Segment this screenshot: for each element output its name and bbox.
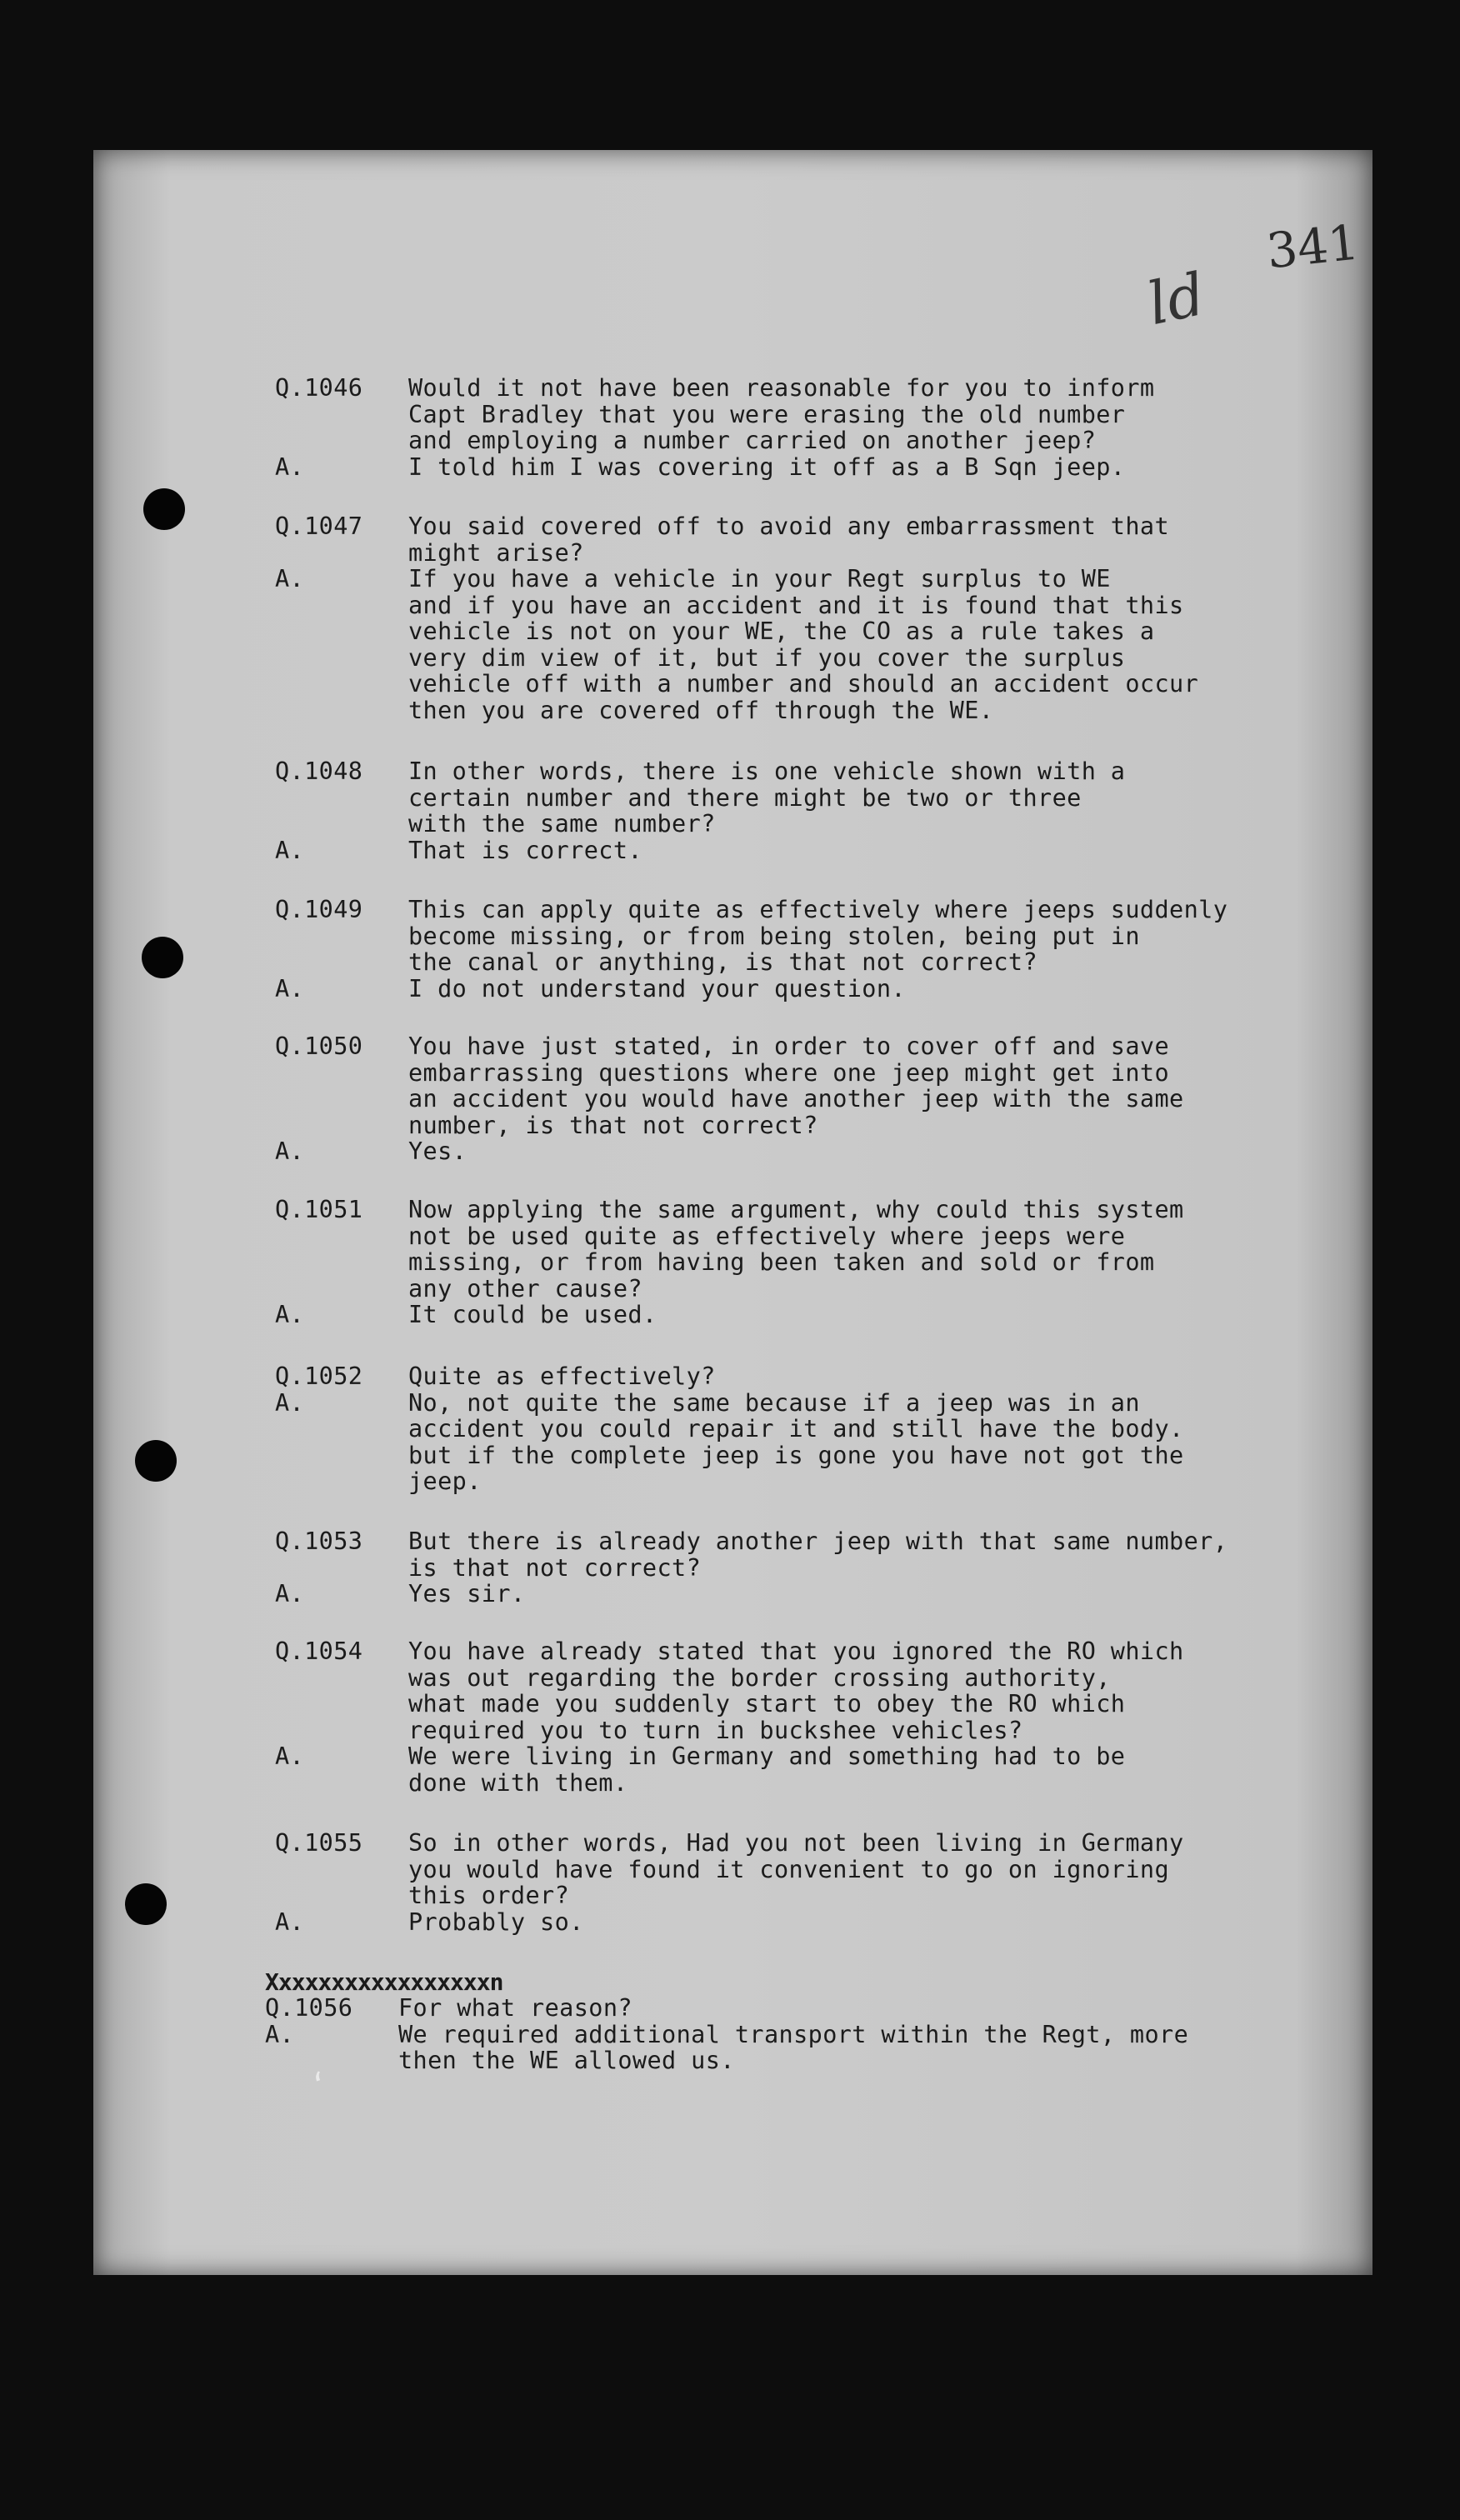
- question-label: Q.1049: [275, 896, 363, 923]
- answer-label: A.: [275, 1742, 305, 1770]
- answer-text: If you have a vehicle in your Regt surplus to WE and if you have an accident and it is found that this vehicle is not on your WE, the CO as a rule takes a very dim view of it, but if you cover the surplus vehicle off with a number and should an accident occur then you are covered off through the WE.: [408, 565, 1199, 724]
- question-text: You have just stated, in order to cover off and save embarrassing questions where one jeep might get into an accident you would have another jeep with the same number, is that not correct?: [408, 1032, 1184, 1139]
- question-text: Now applying the same argument, why could this system not be used quite as effectively where jeeps were missing, or from having been taken and sold or from any other cause?: [408, 1196, 1184, 1302]
- qa-entry-1046: [275, 375, 1333, 480]
- question-label: Q.1048: [275, 758, 363, 785]
- question-label: Q.1052: [275, 1362, 363, 1390]
- qa-entry-1056: [265, 1995, 1323, 2074]
- punch-hole: [135, 1440, 177, 1482]
- question-label: Q.1050: [275, 1032, 363, 1060]
- qa-entry-1054: [275, 1638, 1333, 1796]
- qa-entry-1055: [275, 1830, 1333, 1935]
- question-text: You have already stated that you ignored the RO which was out regarding the border crossing authority, what made you suddenly start to obey the RO which required you to turn in buckshee vehicles?: [408, 1638, 1184, 1744]
- answer-label: A.: [275, 1138, 305, 1165]
- answer-text: I told him I was covering it off as a B Sqn jeep.: [408, 452, 1126, 481]
- answer-text: Yes.: [408, 1138, 468, 1165]
- answer-label: A.: [275, 1908, 305, 1936]
- question-label: Q.1053: [275, 1528, 363, 1555]
- answer-label: A.: [275, 836, 305, 864]
- answer-text: It could be used.: [408, 1301, 658, 1328]
- answer-text: Yes sir.: [408, 1580, 526, 1608]
- punch-hole: [142, 937, 183, 978]
- page-number: 341: [1263, 213, 1362, 280]
- question-label: Q.1054: [275, 1638, 363, 1665]
- qa-entry-1047: [275, 513, 1333, 723]
- question-text: This can apply quite as effectively where jeeps suddenly become missing, or from being stolen, being put in the canal or anything, is that not correct?: [408, 896, 1228, 976]
- answer-label: A.: [275, 974, 305, 1002]
- question-label: Q.1047: [275, 512, 363, 540]
- punch-hole: [125, 1883, 167, 1925]
- question-label: Q.1056: [265, 1994, 353, 2022]
- answer-label: A.: [275, 452, 305, 481]
- answer-text: Probably so.: [408, 1908, 584, 1936]
- qa-entry-1051: [275, 1197, 1333, 1328]
- answer-text: That is correct.: [408, 836, 642, 864]
- answer-text: We were living in Germany and something had to be done with them.: [408, 1742, 1126, 1797]
- answer-label: A.: [275, 1580, 305, 1608]
- question-text: Quite as effectively?: [408, 1362, 716, 1390]
- handwritten-initials: ld: [1142, 259, 1211, 339]
- question-label: Q.1055: [275, 1829, 363, 1857]
- answer-text: I do not understand your question.: [408, 974, 906, 1002]
- answer-label: A.: [265, 2020, 295, 2048]
- qa-entry-1053: [275, 1528, 1333, 1608]
- question-label: Q.1051: [275, 1196, 363, 1223]
- question-text: So in other words, Had you not been living in Germany you would have found it convenient to go on ignoring this order?: [408, 1829, 1184, 1909]
- question-text: Would it not have been reasonable for you to inform Capt Bradley that you were erasing the old number and employing a number carried on another jeep?: [408, 374, 1155, 454]
- question-text: In other words, there is one vehicle shown with a certain number and there might be two or three with the same number?: [408, 758, 1126, 838]
- question-text: For what reason?: [398, 1994, 632, 2022]
- qa-entry-1052: [275, 1363, 1333, 1495]
- qa-entry-1049: [275, 897, 1333, 1002]
- punch-hole: [143, 488, 185, 530]
- question-text: You said covered off to avoid any embarrassment that might arise?: [408, 512, 1170, 567]
- qa-entry-1050: [275, 1033, 1333, 1165]
- answer-text: We required additional transport within the Regt, more then the WE allowed us.: [398, 2020, 1189, 2074]
- answer-label: A.: [275, 1388, 305, 1417]
- answer-label: A.: [275, 1301, 305, 1328]
- answer-label: A.: [275, 565, 305, 592]
- pencil-mark-icon: ʻ: [308, 2064, 334, 2108]
- struck-through-text: Xxxxxxxxxxxxxxxxxn: [265, 1968, 503, 1996]
- qa-entry-1048: [275, 758, 1333, 863]
- question-label: Q.1046: [275, 374, 363, 402]
- question-text: But there is already another jeep with that same number, is that not correct?: [408, 1528, 1228, 1582]
- answer-text: No, not quite the same because if a jeep was in an accident you could repair it and still have the body. but if the complete jeep is gone you have not got the jeep.: [408, 1388, 1184, 1495]
